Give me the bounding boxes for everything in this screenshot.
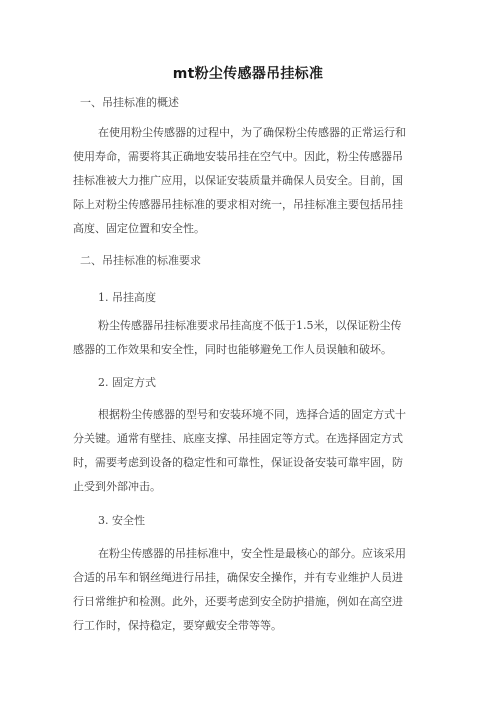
paragraph-line: 时，需要考虑到设备的稳定性和可靠性，保证设备安装可靠牢固，防 xyxy=(73,456,403,469)
section-heading-requirements: 二、吊挂标准的标准要求 xyxy=(80,254,201,267)
paragraph-line: 根据粉尘传感器的型号和安装环境不同，选择合适的固定方式十 xyxy=(98,408,406,421)
paragraph-line: 在粉尘传感器的吊挂标准中，安全性是最核心的部分。应该采用 xyxy=(98,547,406,560)
section-heading-overview: 一、吊挂标准的概述 xyxy=(80,96,179,109)
paragraph-line: 在使用粉尘传感器的过程中，为了确保粉尘传感器的正常运行和 xyxy=(98,126,406,139)
subheading-safety: 3. 安全性 xyxy=(98,514,145,527)
paragraph-line: 挂标准被大力推广应用，以保证安装质量并确保人员安全。目前，国 xyxy=(73,174,403,187)
paragraph-line: 粉尘传感器吊挂标准要求吊挂高度不低于1.5米，以保证粉尘传 xyxy=(98,319,402,332)
paragraph-line: 使用寿命，需要将其正确地安装吊挂在空气中。因此，粉尘传感器吊 xyxy=(73,150,403,163)
paragraph-line: 高度、固定位置和安全性。 xyxy=(73,222,205,235)
paragraph-line: 分关键。通常有壁挂、底座支撑、吊挂固定等方式。在选择固定方式 xyxy=(73,432,403,445)
subheading-fixing: 2. 固定方式 xyxy=(98,376,156,389)
paragraph-line: 感器的工作效果和安全性，同时也能够避免工作人员误触和破坏。 xyxy=(73,343,392,356)
paragraph-line: 行工作时，保持稳定，要穿戴安全带等等。 xyxy=(73,619,282,632)
paragraph-line: 际上对粉尘传感器吊挂标准的要求相对统一，吊挂标准主要包括吊挂 xyxy=(73,198,403,211)
subheading-height: 1. 吊挂高度 xyxy=(98,291,156,304)
document-title: mt粉尘传感器吊挂标准 xyxy=(172,66,324,82)
paragraph-line: 行日常维护和检测。此外，还要考虑到安全防护措施，例如在高空进 xyxy=(73,595,403,608)
paragraph-line: 合适的吊车和钢丝绳进行吊挂，确保安全操作，并有专业维护人员进 xyxy=(73,571,403,584)
paragraph-line: 止受到外部冲击。 xyxy=(73,480,161,493)
